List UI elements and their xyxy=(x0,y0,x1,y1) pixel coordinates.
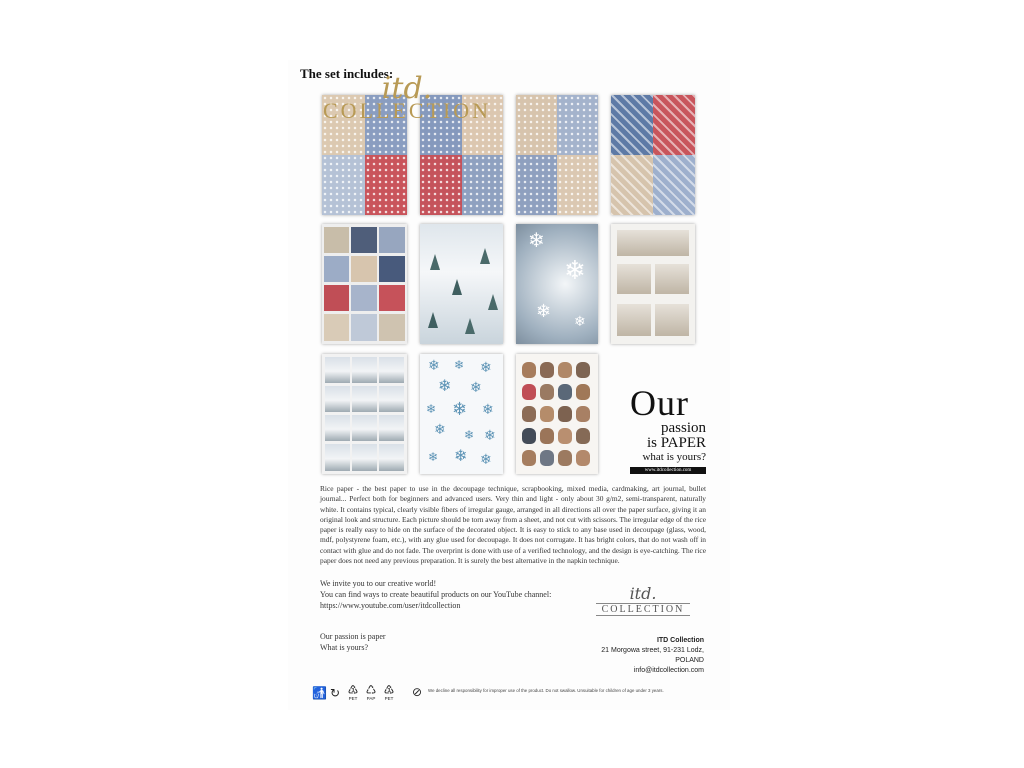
sheet-thumb-8 xyxy=(611,224,695,344)
passion-footer-line-2: What is yours? xyxy=(320,643,368,652)
sheet-thumb-9 xyxy=(322,354,407,474)
sheet-thumb-4 xyxy=(611,95,695,215)
passion-slogan-block xyxy=(630,385,706,474)
passion-is-paper: is PAPER xyxy=(646,435,706,451)
company-street: 21 Morgowa street, 91-231 Lodz, POLAND xyxy=(601,647,704,664)
disclaimer: We decline all responsibility for improper use of the product. Do not swallow. Unsuitable for children of age under 3 years. xyxy=(428,688,664,693)
recycle-label-3: PET xyxy=(384,696,394,701)
sheet-thumb-5 xyxy=(322,224,407,344)
company-email[interactable]: info@itdcollection.com xyxy=(633,667,704,674)
footer-logo xyxy=(596,586,690,616)
sheet-thumb-7: ❄ ❄ ❄ ❄ xyxy=(516,224,598,344)
sheet-thumb-3 xyxy=(516,95,598,215)
passion-word: passion xyxy=(661,420,706,436)
passion-url: www.itdcollection.com xyxy=(630,467,706,474)
invite-line-2: You can find ways to create beautiful products on our YouTube channel: xyxy=(320,590,552,599)
sheet-thumb-6 xyxy=(420,224,503,344)
recycle-pet-icon: ♳ PET xyxy=(347,683,359,701)
passion-our: Our xyxy=(630,383,689,423)
sheet-thumb-10: ❄ ❄ ❄ ❄ ❄ ❄ ❄ ❄ ❄ ❄ ❄ ❄ ❄ ❄ xyxy=(420,354,503,474)
footer-logo-script: itd. xyxy=(629,584,657,603)
recycle-pet-icon: ♳ PET xyxy=(383,683,395,701)
recycle-pap-icon: ♺ PAP xyxy=(365,683,377,701)
recycle-arrow-icon: ↻ xyxy=(330,686,341,700)
recycle-label-2: PAP xyxy=(366,696,376,701)
product-description: Rice paper - the best paper to use in the decoupage technique, scrapbooking, mixed media, cardmaking, art journal, bullet journal... Perfect both for beginners and advanced users. Very thin and light - only about 30 g/m2, semi-transparent, naturally white. It contains typical, clearly visible fibers of irregular gauge, arranged in all directions all over the paper surface, giving it an original look and structure. Each picture should be torn away from a sheet, and not cut with scissors. The irregular edge of the rice paper is really easy to hide on the surface of the decorated object. It is easy to stick to any base used in decoupage (glass, wood, mdf, polystyrene foam, etc.), with any glue used for decoupage. It does not corrugate. It has bright colors, that do not wash off in contact with glue and do not fade. The overprint is done with use of a verified technology, and the design is eye-catching. The rice paper does not need any previous preparation. It is surely the best alternative in the napkin technique. xyxy=(320,484,706,566)
sheet-thumb-11 xyxy=(516,354,598,474)
recycle-label-1: PET xyxy=(348,696,358,701)
passion-footer xyxy=(320,631,386,653)
passion-footer-line-1: Our passion is paper xyxy=(320,632,386,641)
brand-word: COLLECTION xyxy=(322,98,492,123)
no-mouth-icon: ⊘ xyxy=(412,685,423,699)
company-name: ITD Collection xyxy=(656,637,704,644)
brand-script: itd. xyxy=(381,71,433,106)
footer-logo-word: COLLECTION xyxy=(596,603,690,616)
youtube-link[interactable]: https://www.youtube.com/user/itdcollection xyxy=(320,601,461,610)
passion-question: what is yours? xyxy=(642,451,706,463)
invite-block xyxy=(320,578,551,611)
tidyman-icon: 🚮 xyxy=(312,686,327,700)
company-address xyxy=(580,636,704,676)
set-title: The set includes: xyxy=(300,66,394,81)
invite-line-1: We invite you to our creative world! xyxy=(320,579,437,588)
